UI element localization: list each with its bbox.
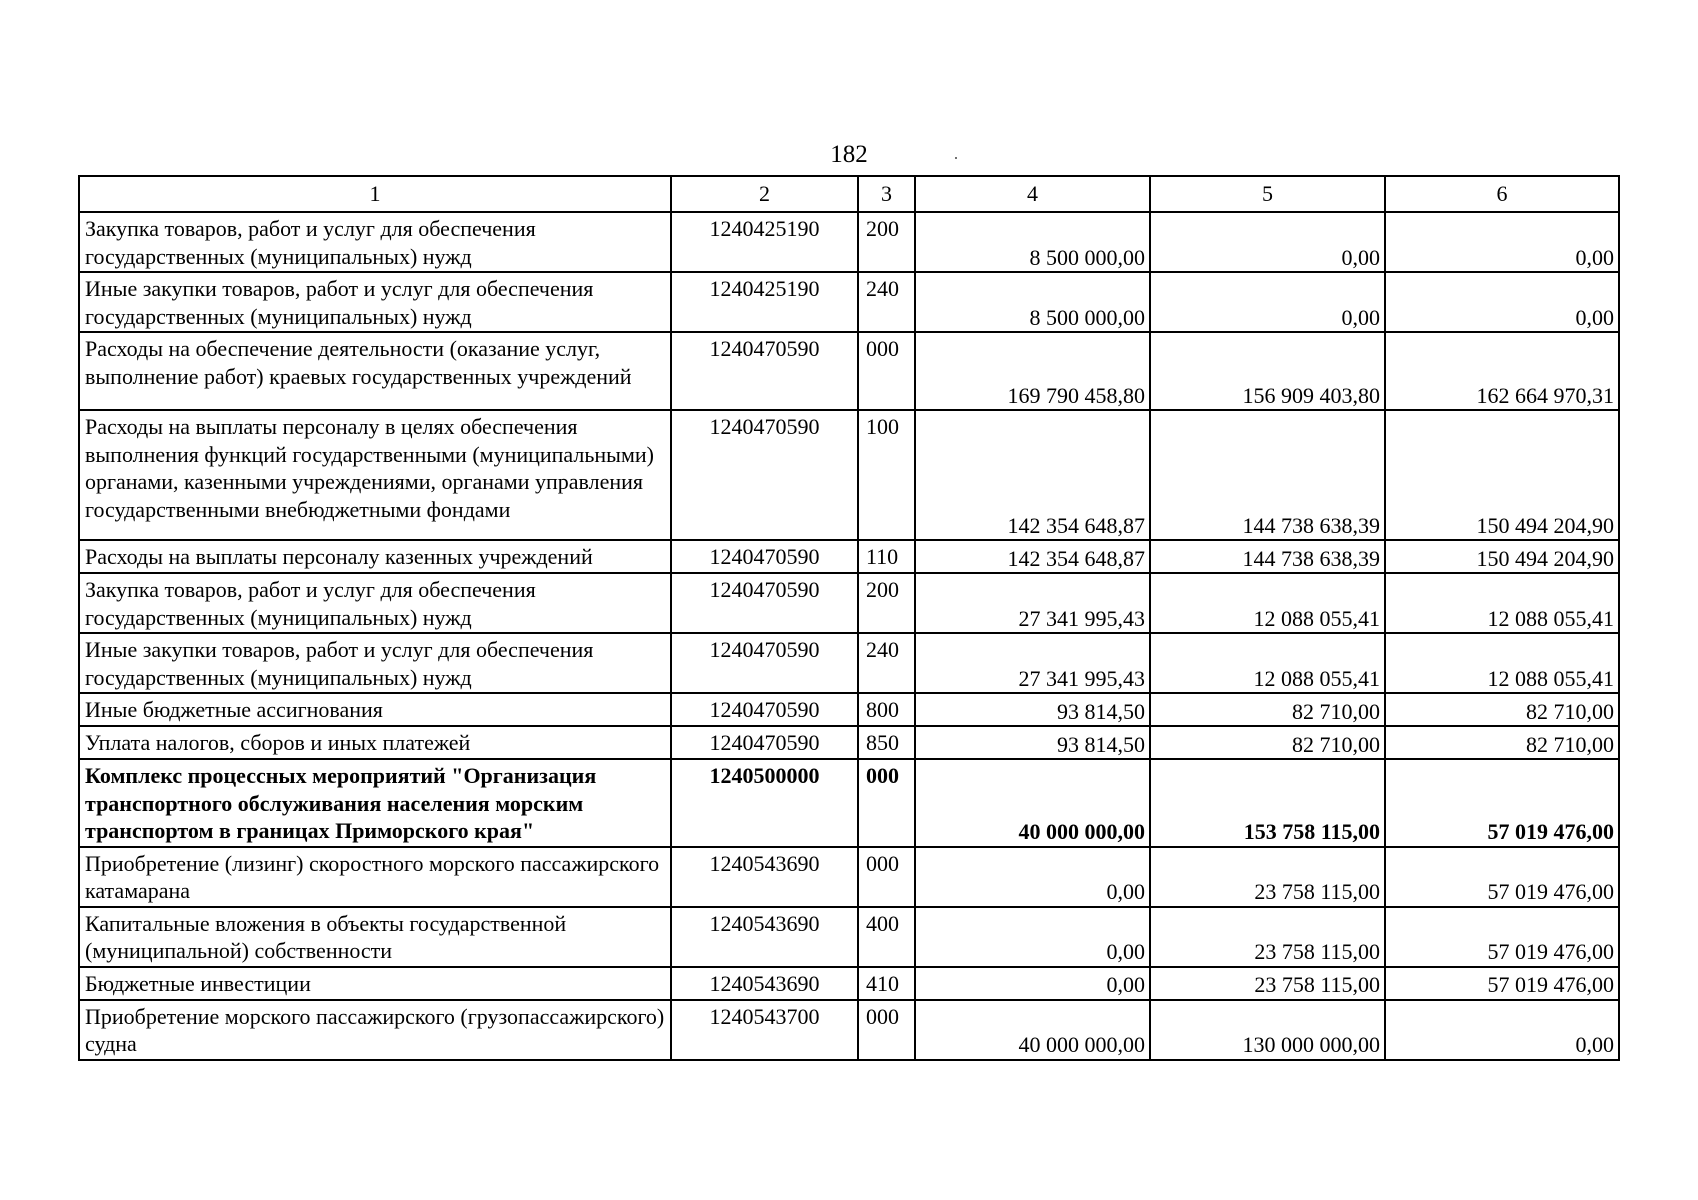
row-amount-col6-cell: 162 664 970,31 xyxy=(1385,332,1619,410)
table-row xyxy=(79,410,1619,540)
column-header-2: 2 xyxy=(671,176,858,212)
row-name-cell: Расходы на выплаты персоналу казенных учреждений xyxy=(79,540,671,573)
table-row xyxy=(79,726,1619,759)
column-header-3: 3 xyxy=(858,176,915,212)
row-code-cell: 1240470590 xyxy=(671,573,858,633)
row-name-cell: Закупка товаров, работ и услуг для обеспечения государственных (муниципальных) нужд xyxy=(79,573,671,633)
row-amount-col5-cell: 82 710,00 xyxy=(1150,726,1385,759)
table-row xyxy=(79,540,1619,573)
row-amount-col4-cell: 93 814,50 xyxy=(915,693,1150,726)
row-expense-type-cell: 410 xyxy=(858,967,915,1000)
row-amount-col6-cell: 150 494 204,90 xyxy=(1385,540,1619,573)
scan-speck xyxy=(955,157,957,159)
table-row xyxy=(79,693,1619,726)
row-expense-type-cell: 240 xyxy=(858,272,915,332)
table-header-row xyxy=(79,176,1619,212)
row-amount-col5-cell: 12 088 055,41 xyxy=(1150,573,1385,633)
table-row xyxy=(79,759,1619,847)
row-amount-col5-cell: 144 738 638,39 xyxy=(1150,540,1385,573)
row-name-cell: Расходы на выплаты персоналу в целях обеспечения выполнения функций государственными (муниципальными) органами, казенными учреждениями, органами управления государственными внебюджетными фондами xyxy=(79,410,671,540)
row-amount-col6-cell: 57 019 476,00 xyxy=(1385,847,1619,907)
row-code-cell: 1240470590 xyxy=(671,726,858,759)
row-amount-col4-cell: 27 341 995,43 xyxy=(915,573,1150,633)
column-header-1: 1 xyxy=(79,176,671,212)
row-amount-col5-cell: 12 088 055,41 xyxy=(1150,633,1385,693)
row-name-cell: Иные закупки товаров, работ и услуг для обеспечения государственных (муниципальных) нужд xyxy=(79,272,671,332)
table-row xyxy=(79,847,1619,907)
row-code-cell: 1240470590 xyxy=(671,693,858,726)
row-expense-type-cell: 100 xyxy=(858,410,915,540)
row-name-cell: Бюджетные инвестиции xyxy=(79,967,671,1000)
row-expense-type-cell: 800 xyxy=(858,693,915,726)
row-expense-type-cell: 000 xyxy=(858,332,915,410)
row-code-cell: 1240470590 xyxy=(671,332,858,410)
table-row xyxy=(79,1000,1619,1060)
row-name-cell: Иные бюджетные ассигнования xyxy=(79,693,671,726)
row-expense-type-cell: 200 xyxy=(858,573,915,633)
row-name-cell: Иные закупки товаров, работ и услуг для обеспечения государственных (муниципальных) нужд xyxy=(79,633,671,693)
row-amount-col4-cell: 142 354 648,87 xyxy=(915,540,1150,573)
row-name-cell: Уплата налогов, сборов и иных платежей xyxy=(79,726,671,759)
row-expense-type-cell: 200 xyxy=(858,212,915,272)
row-name-cell: Закупка товаров, работ и услуг для обеспечения государственных (муниципальных) нужд xyxy=(79,212,671,272)
row-amount-col4-cell: 8 500 000,00 xyxy=(915,272,1150,332)
row-name-cell: Расходы на обеспечение деятельности (оказание услуг, выполнение работ) краевых государственных учреждений xyxy=(79,332,671,410)
row-amount-col5-cell: 82 710,00 xyxy=(1150,693,1385,726)
row-amount-col5-cell: 0,00 xyxy=(1150,212,1385,272)
row-expense-type-cell: 000 xyxy=(858,1000,915,1060)
row-amount-col5-cell: 156 909 403,80 xyxy=(1150,332,1385,410)
row-amount-col4-cell: 142 354 648,87 xyxy=(915,410,1150,540)
row-code-cell: 1240470590 xyxy=(671,540,858,573)
column-header-6: 6 xyxy=(1385,176,1619,212)
page-number: 182 xyxy=(830,141,868,168)
row-amount-col6-cell: 12 088 055,41 xyxy=(1385,633,1619,693)
table-row xyxy=(79,907,1619,967)
row-amount-col5-cell: 23 758 115,00 xyxy=(1150,847,1385,907)
column-header-5: 5 xyxy=(1150,176,1385,212)
row-expense-type-cell: 110 xyxy=(858,540,915,573)
row-code-cell: 1240543700 xyxy=(671,1000,858,1060)
row-amount-col6-cell: 150 494 204,90 xyxy=(1385,410,1619,540)
row-amount-col4-cell: 0,00 xyxy=(915,967,1150,1000)
row-expense-type-cell: 000 xyxy=(858,759,915,847)
row-name-cell: Капитальные вложения в объекты государственной (муниципальной) собственности xyxy=(79,907,671,967)
table-row xyxy=(79,212,1619,272)
row-amount-col6-cell: 0,00 xyxy=(1385,212,1619,272)
row-expense-type-cell: 400 xyxy=(858,907,915,967)
row-code-cell: 1240470590 xyxy=(671,410,858,540)
row-amount-col6-cell: 82 710,00 xyxy=(1385,693,1619,726)
row-amount-col5-cell: 23 758 115,00 xyxy=(1150,907,1385,967)
row-code-cell: 1240425190 xyxy=(671,272,858,332)
table-row xyxy=(79,967,1619,1000)
row-amount-col4-cell: 27 341 995,43 xyxy=(915,633,1150,693)
row-amount-col6-cell: 12 088 055,41 xyxy=(1385,573,1619,633)
row-amount-col5-cell: 144 738 638,39 xyxy=(1150,410,1385,540)
row-amount-col4-cell: 0,00 xyxy=(915,907,1150,967)
row-code-cell: 1240543690 xyxy=(671,847,858,907)
row-code-cell: 1240470590 xyxy=(671,633,858,693)
row-amount-col4-cell: 40 000 000,00 xyxy=(915,759,1150,847)
row-name-cell: Комплекс процессных мероприятий "Организация транспортного обслуживания населения морским транспортом в границах Приморского края" xyxy=(79,759,671,847)
column-header-4: 4 xyxy=(915,176,1150,212)
budget-table xyxy=(78,175,1620,1061)
row-amount-col6-cell: 57 019 476,00 xyxy=(1385,759,1619,847)
row-amount-col5-cell: 0,00 xyxy=(1150,272,1385,332)
row-name-cell: Приобретение морского пассажирского (грузопассажирского) судна xyxy=(79,1000,671,1060)
row-amount-col4-cell: 0,00 xyxy=(915,847,1150,907)
row-amount-col6-cell: 0,00 xyxy=(1385,1000,1619,1060)
row-code-cell: 1240543690 xyxy=(671,907,858,967)
table-row xyxy=(79,272,1619,332)
row-expense-type-cell: 000 xyxy=(858,847,915,907)
row-amount-col4-cell: 40 000 000,00 xyxy=(915,1000,1150,1060)
row-code-cell: 1240543690 xyxy=(671,967,858,1000)
row-amount-col4-cell: 93 814,50 xyxy=(915,726,1150,759)
row-amount-col4-cell: 8 500 000,00 xyxy=(915,212,1150,272)
row-amount-col6-cell: 57 019 476,00 xyxy=(1385,967,1619,1000)
table-row xyxy=(79,332,1619,410)
row-amount-col6-cell: 57 019 476,00 xyxy=(1385,907,1619,967)
row-amount-col4-cell: 169 790 458,80 xyxy=(915,332,1150,410)
row-name-cell: Приобретение (лизинг) скоростного морского пассажирского катамарана xyxy=(79,847,671,907)
row-expense-type-cell: 240 xyxy=(858,633,915,693)
row-amount-col6-cell: 0,00 xyxy=(1385,272,1619,332)
row-expense-type-cell: 850 xyxy=(858,726,915,759)
row-code-cell: 1240425190 xyxy=(671,212,858,272)
row-amount-col5-cell: 23 758 115,00 xyxy=(1150,967,1385,1000)
table-row xyxy=(79,573,1619,633)
table-row xyxy=(79,633,1619,693)
row-amount-col5-cell: 153 758 115,00 xyxy=(1150,759,1385,847)
row-amount-col6-cell: 82 710,00 xyxy=(1385,726,1619,759)
row-code-cell: 1240500000 xyxy=(671,759,858,847)
row-amount-col5-cell: 130 000 000,00 xyxy=(1150,1000,1385,1060)
